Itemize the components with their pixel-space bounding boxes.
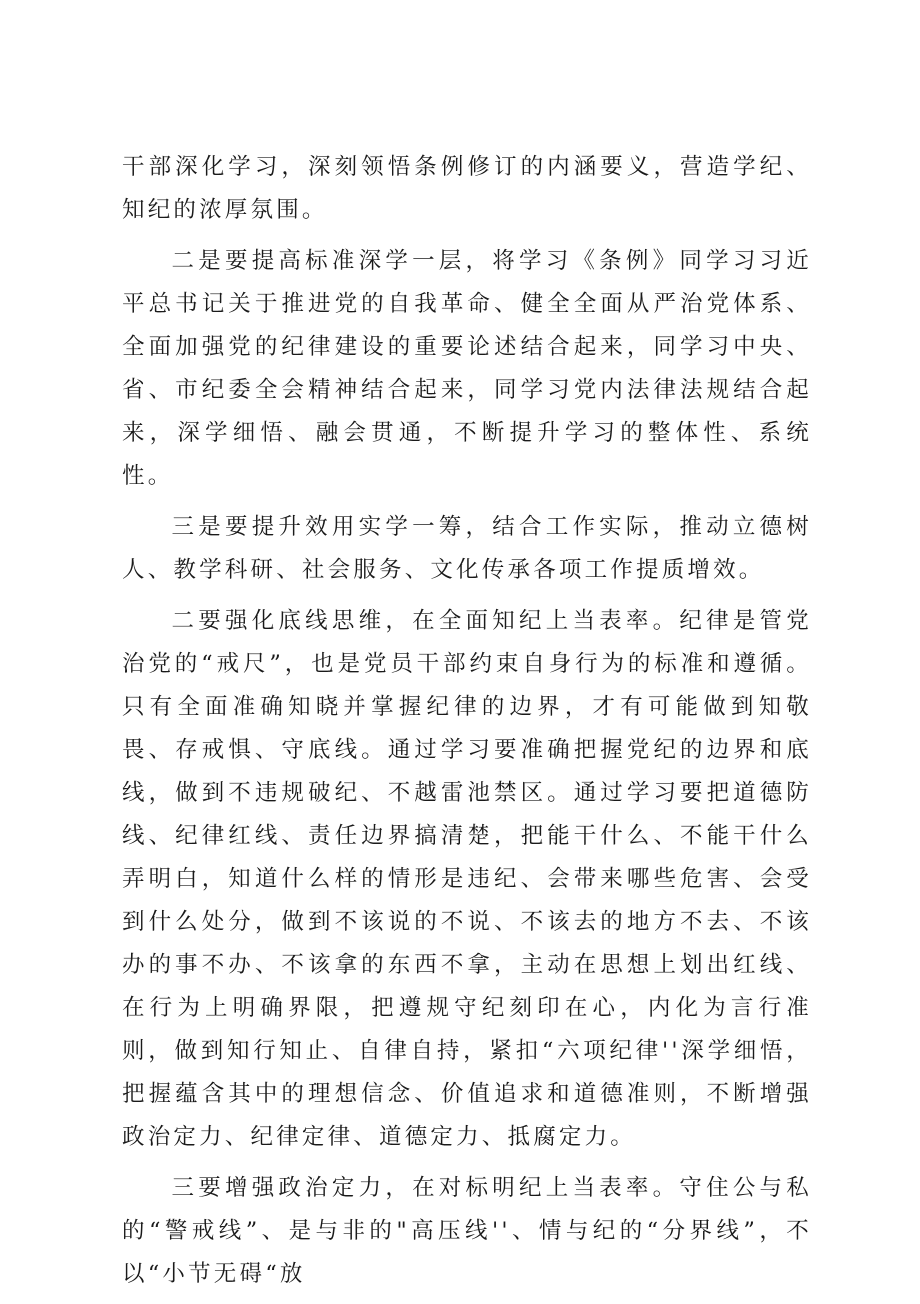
paragraph-political-resolve: 三要增强政治定力，在对标明纪上当表率。守住公与私的“警戒线”、是与非的"高压线''、情与纪的“分界线”，不以“小节无碍“放 [122,1175,812,1287]
document-body [122,146,812,1304]
paragraph-continuation: 干部深化学习，深刻领悟条例修订的内涵要义，营造学纪、知纪的浓厚氛围。 [122,154,812,223]
paragraph-raise-standards: 二是要提高标准深学一层，将学习《条例》同学习习近平总书记关于推进党的自我革命、健全全面从严治党体系、全面加强党的纪律建设的重要论述结合起来，同学习中央、省、市纪委全会精神结合起来，同学习党内法律法规结合起来，深学细悟、融会贯通，不断提升学习的整体性、系统性。 [122,248,812,489]
paragraph-improve-effectiveness: 三是要提升效用实学一筹，结合工作实际，推动立德树人、教学科研、社会服务、文化传承各项工作提质增效。 [122,514,812,583]
paragraph-bottom-line-thinking: 二要强化底线思维，在全面知纪上当表率。纪律是管党治党的“戒尺”，也是党员干部约束自身行为的标准和遵循。只有全面准确知晓并掌握纪律的边界，才有可能做到知敬畏、存戒惧、守底线。通过学习要准确把握党纪的边界和底线，做到不违规破纪、不越雷池禁区。通过学习要把道德防线、纪律红线、责任边界搞清楚，把能干什么、不能干什么弄明白，知道什么样的情形是违纪、会带来哪些危害、会受到什么处分，做到不该说的不说、不该去的地方不去、不该办的事不办、不该拿的东西不拿，主动在思想上划出红线、在行为上明确界限，把遵规守纪刻印在心，内化为言行准则，做到知行知止、自律自持，紧扣“六项纪律''深学细悟，把握蕴含其中的理想信念、价值追求和道德准则，不断增强政治定力、纪律定律、道德定力、抵腐定力。 [122,608,812,1150]
